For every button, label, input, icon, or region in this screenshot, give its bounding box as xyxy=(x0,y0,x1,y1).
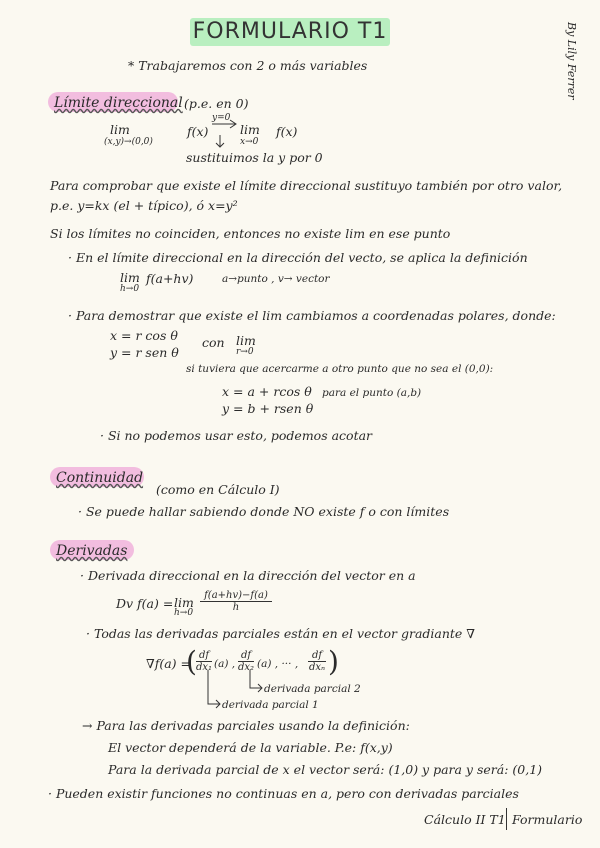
heading-limite: Límite direccional xyxy=(54,95,183,111)
label-parcial-2: derivada parcial 2 xyxy=(264,683,361,695)
footer-divider xyxy=(506,808,507,830)
bullet-no-continuas: · Pueden existir funciones no continuas en a, pero con derivadas parciales xyxy=(48,786,519,801)
intro-note: * Trabajaremos con 2 o más variables xyxy=(128,58,368,73)
x-shift-polar: x = a + rcos θ xyxy=(222,384,312,399)
lim2-symbol: lim xyxy=(240,122,260,137)
b1-lim: lim xyxy=(120,270,140,285)
author-byline: By Lily Ferrer xyxy=(565,22,578,100)
punto-note: para el punto (a,b) xyxy=(322,387,422,399)
heading-derivadas: Derivadas xyxy=(56,543,128,559)
g2-numerator: df xyxy=(238,650,254,662)
g3-numerator: df xyxy=(308,650,326,662)
y0-label: y=0 xyxy=(212,113,231,123)
bullet-definicion: → Para las derivadas parciales usando la definición: xyxy=(82,718,410,733)
g1-denominator: dx₁ xyxy=(196,662,213,673)
g3-denominator: dxₙ xyxy=(308,662,326,673)
lim2-subscript: x→0 xyxy=(240,137,259,147)
page-title: FORMULARIO T1 xyxy=(190,18,390,46)
limite-note: (p.e. en 0) xyxy=(184,96,249,111)
bullet-acotar: · Si no podemos usar esto, podemos acotar xyxy=(100,428,373,443)
b1-lim-subscript: h→0 xyxy=(120,284,140,294)
dv-lim-subscript: h→0 xyxy=(174,608,194,618)
fxy-expr: f(x) xyxy=(187,124,209,139)
paragraph-comprobar-1: Para comprobar que existe el límite direccional sustituyo también por otro valor, xyxy=(50,178,563,193)
bullet-direccion: · En el límite direccional en la dirección del vecto, se aplica la definición xyxy=(68,250,528,265)
fx-expr: f(x) xyxy=(276,124,298,139)
sustituimos-note: sustituimos la y por 0 xyxy=(186,150,323,165)
dv-lim: lim xyxy=(174,595,194,610)
dv-denominator: h xyxy=(232,602,240,613)
g1-numerator: df xyxy=(196,650,212,662)
bullet-polares: · Para demostrar que existe el lim cambiamos a coordenadas polares, donde: xyxy=(68,308,556,323)
y-polar: y = r sen θ xyxy=(110,345,179,360)
con-lim: lim xyxy=(236,333,256,348)
con-label: con xyxy=(202,335,225,350)
x-polar: x = r cos θ xyxy=(110,328,178,343)
paragraph-no-coinciden: Si los límites no coinciden, entonces no existe lim en ese punto xyxy=(50,226,451,241)
g2-denominator: dx₂ xyxy=(238,662,255,673)
lim-symbol: lim xyxy=(110,122,130,137)
paragraph-comprobar-2: p.e. y=kx (el + típico), ó x=y² xyxy=(50,198,238,213)
dv-lhs: Dv f(a) = xyxy=(116,596,174,611)
b1-definitions: a→punto , v→ vector xyxy=(222,273,330,285)
grad-paren-right: ) xyxy=(328,645,339,678)
grad-paren-left: ( xyxy=(186,645,197,678)
g1-tail: (a) , xyxy=(214,658,236,670)
grad-lhs: ∇f(a) = xyxy=(146,656,192,671)
con-lim-subscript: r→0 xyxy=(236,347,254,357)
bullet-derivada-direccional: · Derivada direccional en la dirección del vector en a xyxy=(80,568,416,583)
footer-course: Cálculo II T1 xyxy=(424,812,506,827)
tuviera-note: si tuviera que acercarme a otro punto que no sea el (0,0): xyxy=(186,363,494,375)
definicion-line-3: Para la derivada parcial de x el vector será: (1,0) y para y será: (0,1) xyxy=(108,762,543,777)
dv-numerator: f(a+hv)−f(a) xyxy=(200,590,272,602)
label-parcial-1: derivada parcial 1 xyxy=(222,699,319,711)
b1-fexpr: f(a+hv) xyxy=(146,271,194,286)
bullet-gradiente: · Todas las derivadas parciales están en el vector gradiante ∇ xyxy=(86,626,476,641)
footer-label: Formulario xyxy=(512,812,583,827)
y-shift-polar: y = b + rsen θ xyxy=(222,401,314,416)
definicion-line-2: El vector dependerá de la variable. P.e: f(x,y) xyxy=(108,740,393,755)
continuidad-note: (como en Cálculo I) xyxy=(156,482,280,497)
g2-tail: (a) , ··· , xyxy=(257,658,299,670)
bullet-continuidad: · Se puede hallar sabiendo donde NO existe f o con límites xyxy=(78,504,450,519)
lim-subscript: (x,y)→(0,0) xyxy=(104,137,153,147)
heading-continuidad: Continuidad xyxy=(56,470,144,486)
